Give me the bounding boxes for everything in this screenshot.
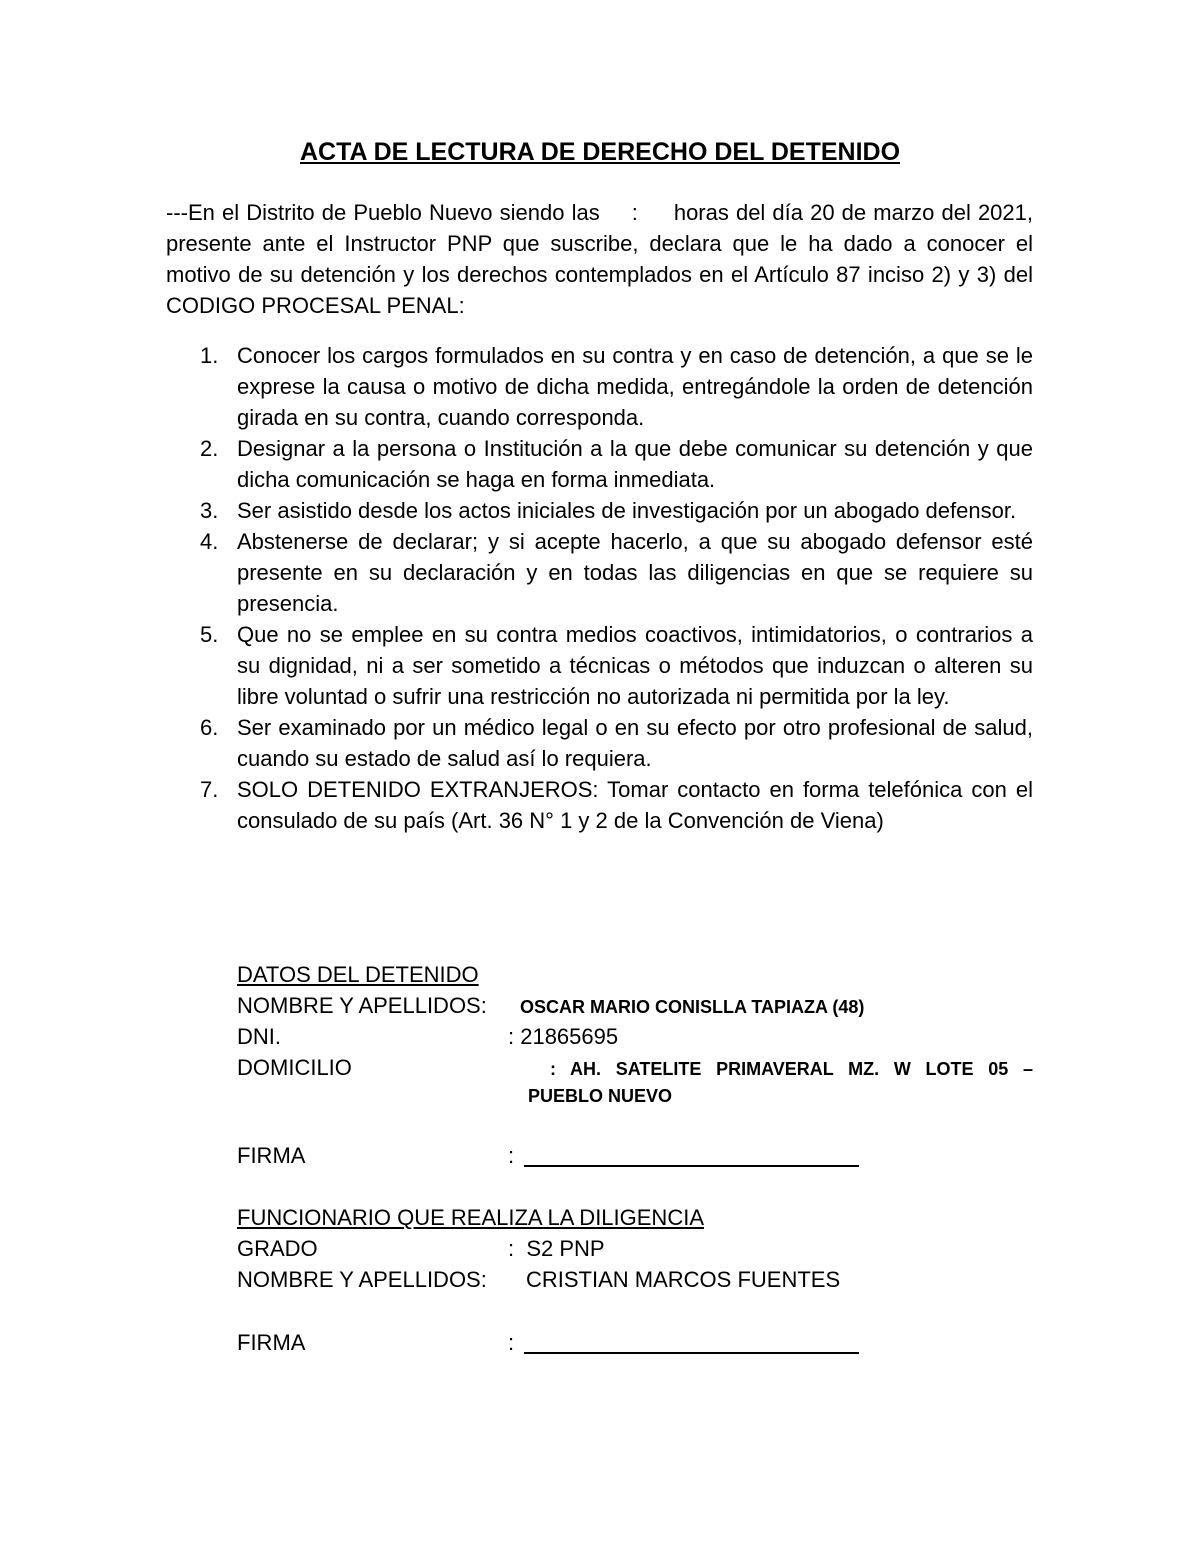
funcionario-nombre-value: CRISTIAN MARCOS FUENTES	[526, 1267, 841, 1292]
list-item-text: Conocer los cargos formulados en su contra y en caso de detención, a que se le exprese la causa o motivo de dicha medida, entregándole la orden de detención girada en su contra, cuando corresponda.	[237, 343, 1033, 430]
list-item-number: 4.	[200, 529, 219, 554]
intro-paragraph	[166, 197, 1033, 321]
funcionario-nombre-label: NOMBRE Y APELLIDOS:	[237, 1267, 487, 1292]
list-item-number: 3.	[200, 498, 219, 523]
list-item	[166, 433, 1033, 495]
list-item-text: Que no se emplee en su contra medios coactivos, intimidatorios, o contrarios a su dignidad, ni a ser sometido a técnicas o métodos que induzcan o alteren su libre voluntad o sufrir una restricción no autorizada ni permitida por la ley.	[237, 622, 1033, 709]
list-item-text: Abstenerse de declarar; y si acepte hacerlo, a que su abogado defensor esté presente en su declaración y en todas las diligencias en que se requiere su presencia.	[237, 529, 1033, 616]
list-item-text: Ser asistido desde los actos iniciales de investigación por un abogado defensor.	[237, 498, 1017, 523]
funcionario-firma-label: FIRMA	[237, 1330, 306, 1355]
intro-time-colon: :	[631, 200, 638, 225]
list-item-text: Ser examinado por un médico legal o en su efecto por otro profesional de salud, cuando su estado de salud así lo requiera.	[237, 715, 1033, 771]
list-item-text: Designar a la persona o Institución a la que debe comunicar su detención y que dicha comunicación se haga en forma inmediata.	[237, 436, 1033, 492]
list-item	[166, 340, 1033, 433]
detenido-firma-colon: :	[508, 1143, 515, 1168]
rights-list	[166, 340, 1033, 836]
detenido-domicilio-value-line1: : AH. SATELITE PRIMAVERAL MZ. W LOTE 05 –	[550, 1059, 1033, 1079]
detenido-heading: DATOS DEL DETENIDO	[237, 962, 479, 987]
funcionario-heading: FUNCIONARIO QUE REALIZA LA DILIGENCIA	[237, 1205, 704, 1230]
list-item-text: SOLO DETENIDO EXTRANJEROS: Tomar contacto en forma telefónica con el consulado de su país (Art. 36 N° 1 y 2 de la Convención de Viena)	[237, 777, 1033, 833]
detenido-dni-value: : 21865695	[508, 1024, 619, 1049]
funcionario-grado-value: : S2 PNP	[508, 1236, 605, 1261]
document-title: ACTA DE LECTURA DE DERECHO DEL DETENIDO	[299, 138, 901, 166]
intro-part1: ---En el Distrito de Pueblo Nuevo siendo las	[166, 200, 600, 225]
list-item-number: 2.	[200, 436, 219, 461]
detenido-domicilio-value-line2: PUEBLO NUEVO	[528, 1086, 673, 1106]
list-item	[166, 712, 1033, 774]
list-item	[166, 619, 1033, 712]
funcionario-firma-colon: :	[508, 1330, 515, 1355]
funcionario-grado-label: GRADO	[237, 1236, 318, 1261]
detenido-firma-label: FIRMA	[237, 1143, 306, 1168]
detenido-dni-label: DNI.	[237, 1024, 281, 1049]
list-item	[166, 526, 1033, 619]
list-item-number: 1.	[200, 343, 219, 368]
detenido-firma-field	[508, 1143, 859, 1169]
detenido-nombre-label: NOMBRE Y APELLIDOS:	[237, 993, 487, 1018]
list-item-number: 7.	[200, 777, 219, 802]
detenido-domicilio-label: DOMICILIO	[237, 1055, 352, 1080]
intro-part2: horas del día 20 de marzo del 2021, presente ante el Instructor PNP que suscribe, declara que le ha dado a conocer el motivo de su detención y los derechos contemplados en el Artículo 87 inciso 2) y 3) del CODIGO PROCESAL PENAL:	[166, 200, 1033, 318]
funcionario-firma-field	[508, 1330, 859, 1356]
list-item-number: 5.	[200, 622, 219, 647]
detenido-nombre-value: OSCAR MARIO CONISLLA TAPIAZA (48)	[520, 997, 865, 1017]
list-item	[166, 774, 1033, 836]
funcionario-signature-line	[524, 1351, 859, 1354]
list-item-number: 6.	[200, 715, 219, 740]
list-item	[166, 495, 1033, 526]
detenido-signature-line	[524, 1164, 859, 1167]
